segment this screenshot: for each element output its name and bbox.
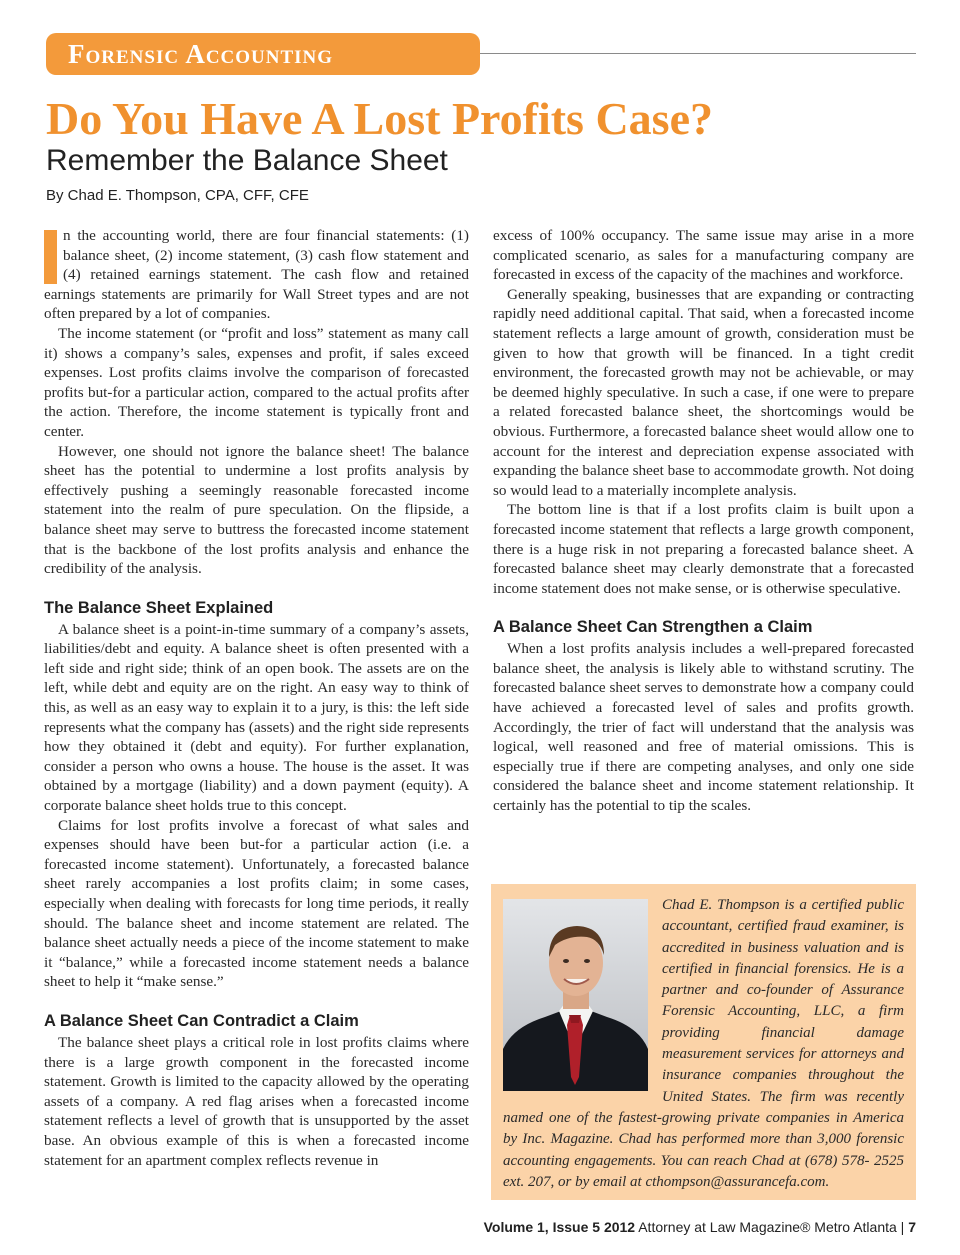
section3-paragraph-1: When a lost profits analysis includes a well-prepared forecasted balance sheet, the analysis is likely able to withstand scrutiny. The forecasted balance sheet serves to demonstrate how a company could have achieved a forecasted level of sales and profits growth. Accordingly, the trier of fact will understand that the analysis was logical, well reasoned and free of material omissions. This is especially true if there are competing analyses, and only one side considered the balance sheet and income statement relationship. It certainly has the potential to tip the scales. bbox=[493, 640, 914, 815]
author-bio-text: Chad E. Thompson is a certified public accountant, certified fraud examiner, is accredited in business valuation and is certified in financial forensics. He is a partner and co-founder of Assurance Forensic Accounting, LLC, a firm providing financial damage measurement services for attorneys and insurance companies throughout the United States. The firm was recently named one of the fastest-growing private companies in America by Inc. Magazine. Chad has performed more than 3,000 forensic accounting engagements. You can reach Chad at (678) 578- 2525 ext. 207, or by email at cthompson@assurancefa.com. bbox=[503, 897, 904, 1190]
section2-paragraph-1-start: The balance sheet plays a critical role in lost profits claims where there is a large growth component in the forecasted income statement. Growth is limited to the capacity allowed by the operating assets of a company. A red flag arises when a forecasted income statement reflects a level of growth that is unsupported by the asset base. An obvious example of this is when a forecasted income statement for an apartment complex reflects revenue in bbox=[44, 1033, 469, 1169]
article-title: Do You Have A Lost Profits Case? bbox=[46, 93, 713, 144]
dropcap-bar bbox=[44, 230, 57, 284]
section2-paragraph-1-continued: excess of 100% occupancy. The same issue may arise in a more complicated scenario, as sales for a manufacturing company are forecasted in excess of the capacity of the machines and workforce. bbox=[493, 227, 914, 284]
byline: By Chad E. Thompson, CPA, CFF, CFE bbox=[46, 187, 309, 204]
section-label: Forensic Accounting bbox=[68, 39, 334, 69]
section-heading-strengthen-claim: A Balance Sheet Can Strengthen a Claim bbox=[493, 618, 813, 637]
article-subtitle: Remember the Balance Sheet bbox=[46, 144, 448, 177]
author-portrait-icon bbox=[503, 899, 648, 1091]
footer-page-number: 7 bbox=[908, 1219, 916, 1235]
intro-paragraph-3: However, one should not ignore the balance sheet! The balance sheet has the potential to undermine a lost profits analysis by effectively pushing a seemingly reasonable forecasted income statement into the realm of pure speculation. On the flipside, a balance sheet may serve to buttress the forecasted income statement that is the backbone of the lost profits analysis and enhance the credibility of the analysis. bbox=[44, 442, 469, 578]
section2-paragraph-2: Generally speaking, businesses that are expanding or contracting rapidly need additional capital. That said, when a forecasted income statement reflects a large amount of growth, consideration must be given to how that growth will be financed. In a tight credit environment, the forecasted growth may not be achievable, or may be deemed highly speculative. In such a case, if one were to prepare a related forecasted balance sheet, the shortcomings would be obvious. Furthermore, a forecasted balance sheet would allow one to account for the interest and depreciation expense associated with expanding the balance sheet base to accommodate growth. Not doing so would lead to a materially incomplete analysis. bbox=[493, 285, 914, 499]
section1-paragraph-1: A balance sheet is a point-in-time summary of a company’s assets, liabilities/debt and equity. A balance sheet is often presented with a left side and right side; think of an open book. The assets are on the left, while debt and equity are on the right. An easy way to think of this, as well as an easy way to explain it to a jury, is this: the left side represents what the company has (assets) and the right side represents how they obtained it (debt and equity). For further explanation, consider a person who owns a house. The house is the asset. It was obtained by a mortgage (liability) and a down payment (equity). A corporate balance sheet holds true to this concept. bbox=[44, 620, 469, 815]
section-tab bbox=[46, 33, 480, 75]
intro-paragraph-1 bbox=[44, 226, 469, 324]
section-heading-contradict-claim: A Balance Sheet Can Contradict a Claim bbox=[44, 1011, 359, 1030]
footer-magazine: Attorney at Law Magazine® Metro Atlanta bbox=[638, 1219, 897, 1235]
section1-paragraph-2: Claims for lost profits involve a forecast of what sales and expenses should have been but-for a particular action (i.e. a forecasted income statement). Unfortunately, a forecasted balance sheet rarely accompanies a lost profits claim; in some cases, especially when dealing with forecasts for long time periods, it really should. The balance sheet and income statement are related. The balance sheet actually needs a piece of the income statement to make it “balance,” while a forecasted income statement needs a balance sheet to help it “make sense.” bbox=[44, 816, 469, 991]
intro-paragraph-1-text: n the accounting world, there are four financial statements: (1) balance sheet, (2) income statement, (3) cash flow statement and (4) retained earnings statement. The cash flow and retained earnings statements are primarily for Wall Street types and are not often prepared by a lot of companies. bbox=[44, 227, 469, 323]
footer-separator: | bbox=[900, 1219, 905, 1235]
author-bio-box bbox=[491, 884, 916, 1200]
section2-paragraph-3: The bottom line is that if a lost profits claim is built upon a forecasted income statement that reflects a large growth component, there is a huge risk in not preparing a forecasted balance sheet. A forecasted balance sheet may clearly demonstrate that a forecasted income statement does not make sense, or is otherwise speculative. bbox=[493, 501, 914, 597]
section-heading-balance-sheet-explained: The Balance Sheet Explained bbox=[44, 598, 274, 617]
footer-issue: Volume 1, Issue 5 2012 bbox=[483, 1219, 636, 1235]
left-column bbox=[44, 226, 469, 1170]
intro-paragraph-2: The income statement (or “profit and loss” statement as many call it) shows a company’s sales, expenses and profit, if sales exceed expenses. Lost profits claims involve the comparison of forecasted profits but-for a particular action, compared to the actual profits after the action. Therefore, the income statement is typically front and center. bbox=[44, 324, 469, 440]
right-column bbox=[493, 226, 914, 816]
header-rule bbox=[480, 53, 916, 54]
page-footer bbox=[484, 1219, 916, 1235]
